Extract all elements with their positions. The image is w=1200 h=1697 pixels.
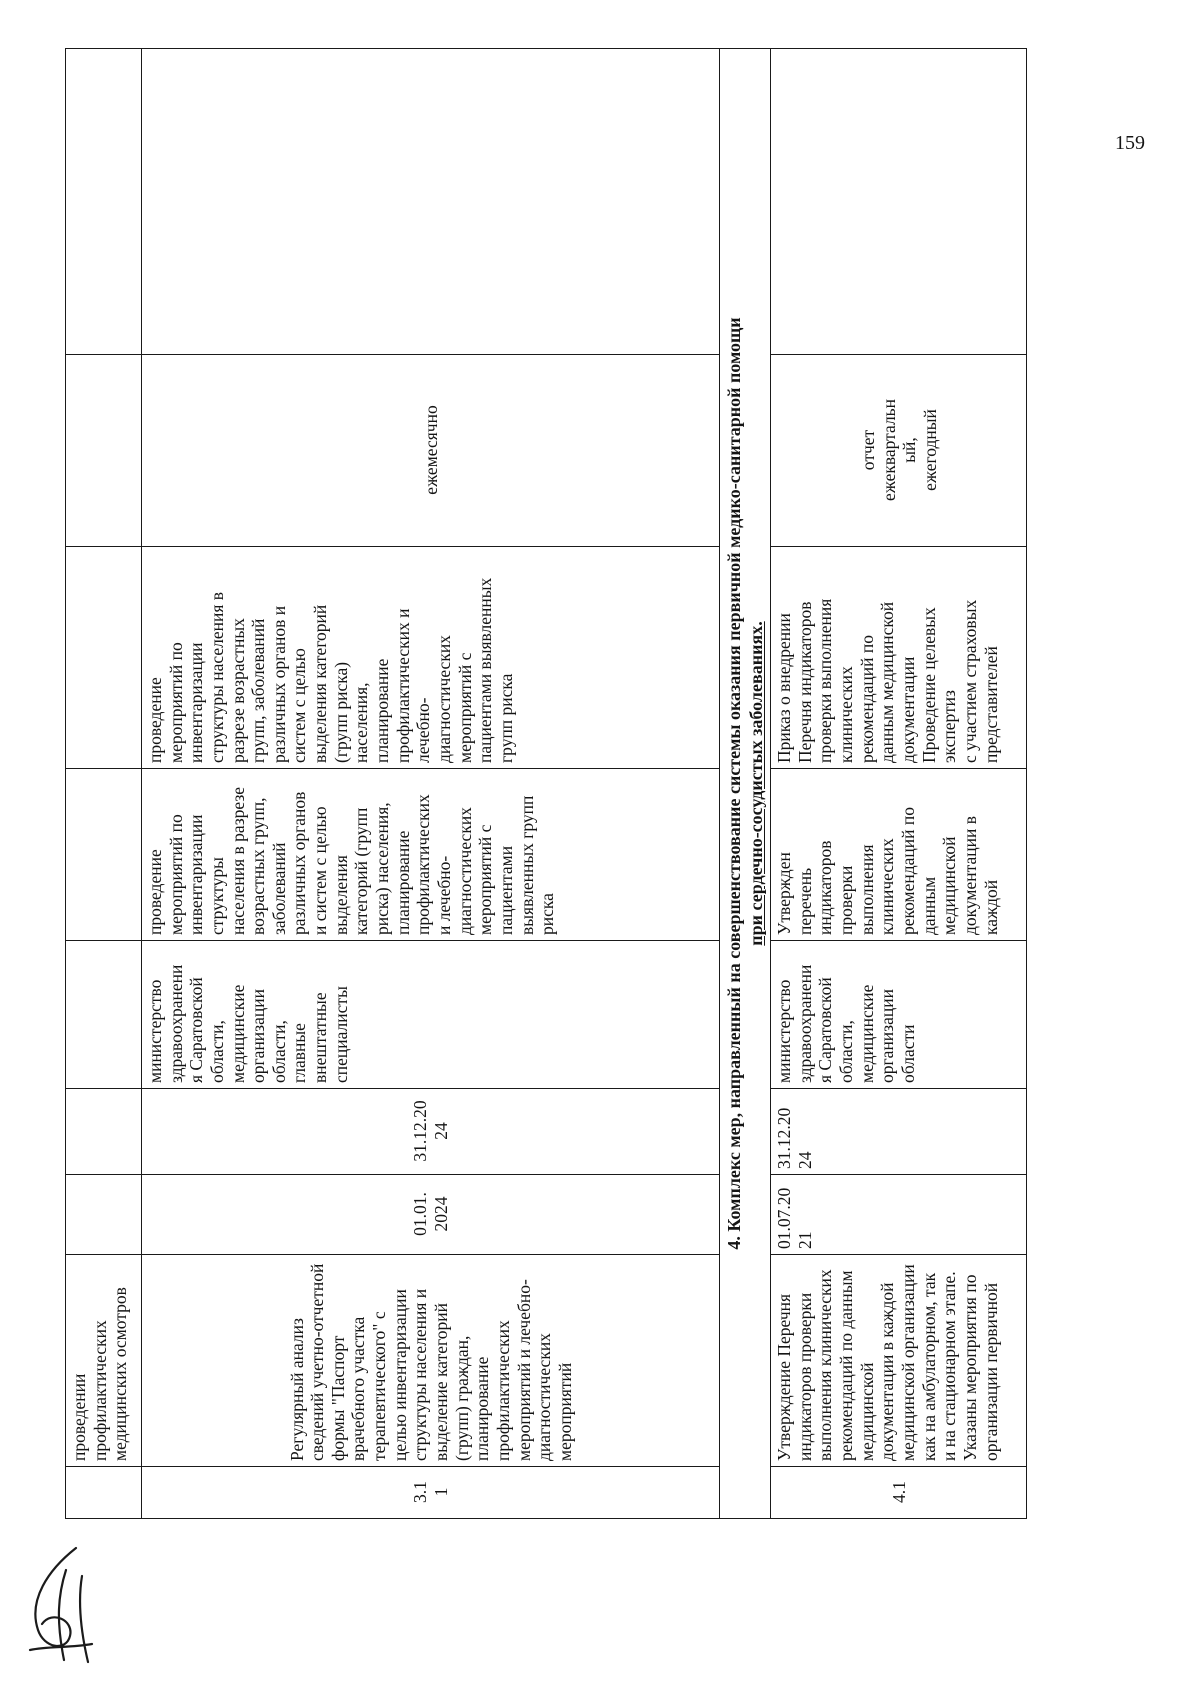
end-date-cell: 31.12.20 24 <box>142 1089 720 1175</box>
table-row <box>66 49 142 1519</box>
responsible-cell: министерство здравоохранени я Саратовской области, медицинские организации области, главные внештатные специалисты <box>142 941 720 1089</box>
indicator-cell: Приказ о внедрении Перечня индикаторов проверки выполнения клинических рекомендаций по данным медицинской документации Проведение целевых экспертиз с участием страховых представителей <box>771 547 1027 769</box>
section-heading-row <box>720 49 771 1519</box>
responsible-cell <box>66 941 142 1089</box>
section-title-line2: при сердечно-сосудистых заболеваниях. <box>745 621 766 946</box>
control-cell <box>66 355 142 547</box>
extra-cell <box>771 49 1027 355</box>
measures-table <box>65 48 1027 1519</box>
end-date-cell: 31.12.20 24 <box>771 1089 1027 1175</box>
section-title-line1: 4. Комплекс мер, направленный на совершенствование системы оказания первичной медико-санитарной помощи <box>724 317 744 1250</box>
start-date-cell <box>66 1175 142 1255</box>
page-number: 159 <box>1115 132 1145 154</box>
table-row <box>142 49 720 1519</box>
table-row <box>771 49 1027 1519</box>
control-cell: ежемесячно <box>142 355 720 547</box>
responsible-cell: министерство здравоохранени я Саратовской области, медицинские организации области <box>771 941 1027 1089</box>
row-number-cell: 3.1 1 <box>142 1467 720 1519</box>
result-cell: Утвержден перечень индикаторов проверки выполнения клинических рекомендаций по данным медицинской документации в каждой <box>771 769 1027 941</box>
indicator-cell <box>66 547 142 769</box>
control-cell: отчет ежеквартальн ый, ежегодный <box>771 355 1027 547</box>
section-heading <box>720 49 771 1519</box>
result-cell <box>66 769 142 941</box>
end-date-cell <box>66 1089 142 1175</box>
action-cell: Утверждение Перечня индикаторов проверки выполнения клинических рекомендаций по данным медицинской документации в каждой медицинской организации как на амбулаторном, так и на стационарном этапе. Указаны мероприятия по организации первичной <box>771 1255 1027 1467</box>
start-date-cell: 01.07.20 21 <box>771 1175 1027 1255</box>
indicator-cell: проведение мероприятий по инвентаризации структуры населения в разрезе возрастных групп, заболеваний различных органов и систем с целью выделения категорий (групп риска) населения, планирование профилактических и лечебно- диагностических мероприятий с пациентами выявленных групп риска <box>142 547 720 769</box>
start-date-cell: 01.01. 2024 <box>142 1175 720 1255</box>
extra-cell <box>66 49 142 355</box>
signature-mark <box>8 1540 98 1670</box>
result-cell: проведение мероприятий по инвентаризации структуры населения в разрезе возрастных групп, заболеваний различных органов и систем с целью выделения категорий (групп риска) населения, планирование профилактических и лечебно- диагностических мероприятий с пациентами выявленных групп риска <box>142 769 720 941</box>
action-cell: Регулярный анализ сведений учетно-отчетной формы "Паспорт врачебного участка терапевтического" с целью инвентаризации структуры населения и выделение категорий (групп) граждан, планирование профилактических мероприятий и лечебно- диагностических мероприятий <box>142 1255 720 1467</box>
action-cell: проведении профилактических медицинских осмотров <box>66 1255 142 1467</box>
extra-cell <box>142 49 720 355</box>
row-number-cell <box>66 1467 142 1519</box>
row-number-cell: 4.1 <box>771 1467 1027 1519</box>
signature-stroke <box>30 1548 92 1662</box>
